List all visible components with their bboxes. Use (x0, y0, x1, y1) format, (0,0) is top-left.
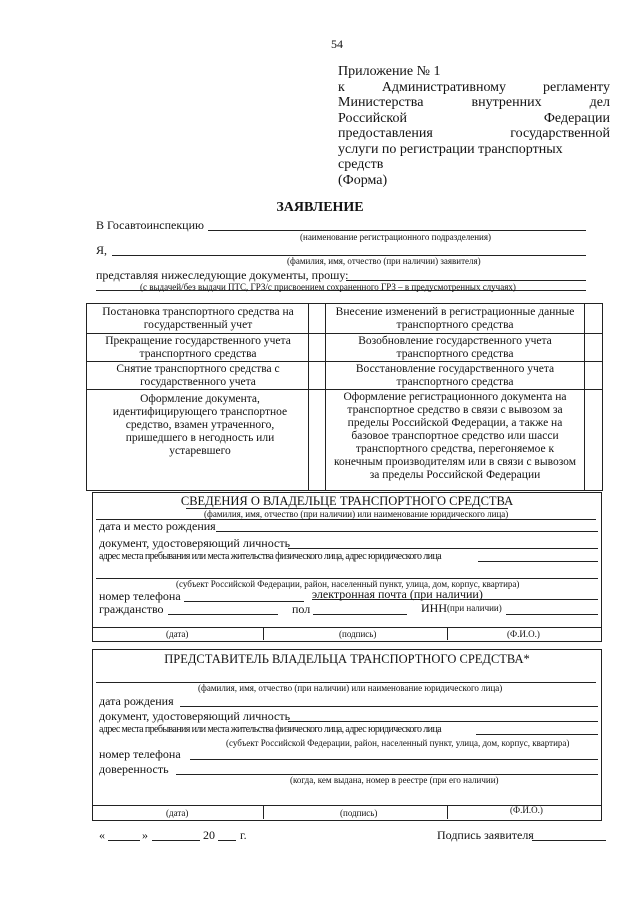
owner-signature-caption: (подпись) (339, 629, 377, 639)
footer-year-prefix: 20 (203, 828, 215, 842)
rep-name-caption: (фамилия, имя, отчество (при наличии) или наименование юридического лица) (198, 683, 503, 693)
to-caption: (наименование регистрационного подразделения) (300, 232, 492, 242)
action-right-3: Восстановление государственного учета транспортного средства (355, 363, 555, 388)
rep-signature-caption: (подпись) (340, 808, 378, 818)
representative-section (92, 649, 602, 821)
checkbox-resumption[interactable] (585, 334, 601, 361)
rep-phone-label: номер телефона (99, 747, 181, 761)
owner-sex-label: пол (292, 602, 311, 616)
action-left-3: Снятие транспортного средства с государственного учета (116, 363, 280, 388)
to-field[interactable] (208, 230, 586, 231)
appendix-line-3: Министерства внутренних дел (338, 95, 610, 110)
owner-birth-label: дата и место рождения (99, 519, 216, 533)
appendix-line-5: предоставления государственной (338, 126, 610, 141)
owner-address-label: адрес места пребывания или места жительства физического лица, адрес юридического лица (99, 551, 442, 562)
owner-phone-field[interactable] (184, 601, 304, 602)
footer-month-field[interactable] (152, 840, 200, 841)
checkbox-restoration[interactable] (585, 362, 601, 389)
action-left-4: Оформление документа, идентифицирующего транспортное средство, взамен утраченного, пришедшего в негодность или устаревшего (112, 393, 288, 457)
owner-id-field[interactable] (288, 548, 598, 549)
checkbox-removal[interactable] (309, 362, 325, 389)
owner-name-caption: (фамилия, имя, отчество (при наличии) или наименование юридического лица) (204, 509, 509, 519)
appendix-line-7: средств (338, 157, 384, 172)
rep-address-caption: (субъект Российской Федерации, район, населенный пункт, улица, дом, корпус, квартира) (226, 738, 570, 748)
appendix-line-8: (Форма) (338, 172, 388, 188)
checkbox-replacement-doc[interactable] (309, 390, 325, 489)
checkbox-termination[interactable] (309, 334, 325, 361)
footer-quote-close: » (142, 828, 148, 842)
rep-address-field[interactable] (476, 734, 598, 735)
rep-poa-caption: (когда, кем выдана, номер в реестре (при его наличии) (290, 775, 499, 785)
owner-address-caption: (субъект Российской Федерации, район, населенный пункт, улица, дом, корпус, квартира) (176, 579, 520, 589)
action-right-4: Оформление регистрационного документа на транспортное средство в связи с вывозом за пределы Российской Федерации, а также на базовое транспортное средство или шасси транспортного средства, перегоняемое к конечным производителям или в связи с вывозом за пределы Российской Федерации (334, 391, 576, 481)
owner-inn-note: (при наличии) (447, 603, 502, 613)
rep-fio-caption: (Ф.И.О.) (510, 805, 543, 815)
checkbox-registration[interactable] (309, 304, 325, 333)
footer-sign-field[interactable] (532, 840, 606, 841)
rep-birth-label: дата рождения (99, 694, 174, 708)
owner-email-label: электронная почта (при наличии) (312, 587, 483, 601)
footer-sign-label: Подпись заявителя (437, 828, 534, 842)
owner-citizenship-field[interactable] (168, 614, 278, 615)
rep-date-caption: (дата) (166, 808, 189, 818)
owner-address-field-1[interactable] (478, 561, 598, 562)
checkbox-changes[interactable] (585, 304, 601, 333)
rep-title: ПРЕДСТАВИТЕЛЬ ВЛАДЕЛЬЦА ТРАНСПОРТНОГО СРЕДСТВА* (164, 652, 530, 666)
owner-inn-label: ИНН (421, 601, 447, 615)
owner-title: СВЕДЕНИЯ О ВЛАДЕЛЬЦЕ ТРАНСПОРТНОГО СРЕДСТВА (180, 494, 514, 508)
owner-sex-field[interactable] (313, 614, 407, 615)
owner-email-field[interactable] (312, 599, 598, 600)
rep-birth-field[interactable] (180, 706, 598, 707)
rep-address-label: адрес места пребывания или места жительства физического лица, адрес юридического лица (99, 724, 442, 735)
owner-date-caption: (дата) (166, 629, 189, 639)
action-left-2: Прекращение государственного учета транспортного средства (105, 335, 291, 360)
action-right-1: Внесение изменений в регистрационные данные транспортного средства (335, 306, 575, 331)
rep-poa-label: доверенность (99, 762, 169, 776)
checkbox-export-doc[interactable] (585, 390, 601, 489)
i-caption: (фамилия, имя, отчество (при наличии) заявителя) (287, 256, 481, 266)
appendix-line-6: услуги по регистрации транспортных (338, 141, 563, 157)
footer-quote-open: « (99, 828, 105, 842)
footer-day-field[interactable] (108, 840, 140, 841)
owner-fio-caption: (Ф.И.О.) (507, 629, 540, 639)
docs-caption: (с выдачей/без выдачи ПТС, ГРЗ/с присвоением сохраненного ГРЗ – в предусмотренных случаях) (140, 282, 516, 292)
rep-id-label: документ, удостоверяющий личность (99, 709, 291, 723)
appendix-header (338, 64, 610, 188)
owner-phone-label: номер телефона (99, 589, 181, 603)
action-right-2: Возобновление государственного учета транспортного средства (358, 335, 552, 360)
footer-year-field[interactable] (218, 840, 236, 841)
i-label: Я, (96, 243, 108, 257)
appendix-line-1: Приложение № 1 (338, 64, 441, 79)
footer-year-suffix: г. (240, 828, 247, 842)
page-number: 54 (331, 37, 343, 51)
document-title: ЗАЯВЛЕНИЕ (276, 200, 364, 215)
rep-phone-field[interactable] (190, 759, 598, 760)
owner-inn-field[interactable] (506, 614, 598, 615)
rep-id-field[interactable] (288, 721, 598, 722)
action-left-1: Постановка транспортного средства на государственный учет (102, 306, 294, 331)
owner-birth-field[interactable] (216, 531, 598, 532)
request-field-1[interactable] (346, 280, 586, 281)
appendix-line-2: к Административному регламенту (338, 79, 610, 95)
appendix-line-4: Российской Федерации (338, 110, 610, 126)
to-label: В Госавтоинспекцию (96, 218, 204, 232)
docs-label: представляя нижеследующие документы, прошу: (96, 268, 349, 282)
owner-citizenship-label: гражданство (99, 602, 164, 616)
owner-id-label: документ, удостоверяющий личность (99, 536, 291, 550)
